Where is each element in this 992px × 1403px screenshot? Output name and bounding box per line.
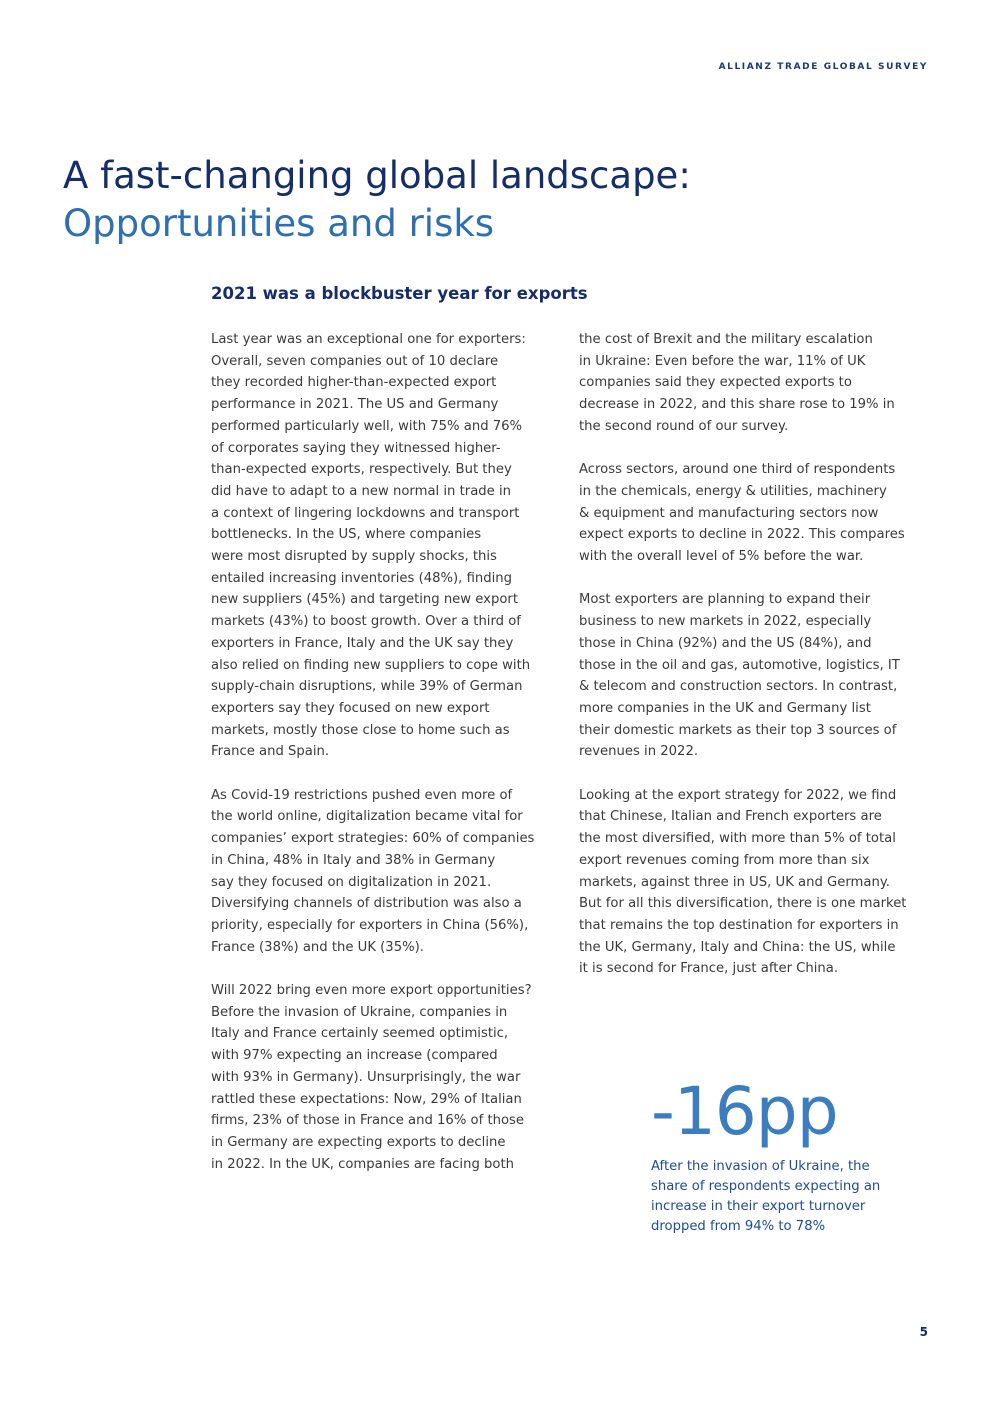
text-line: exporters say they focused on new export — [211, 700, 490, 716]
text-line: markets (43%) to boost growth. Over a third of — [211, 614, 521, 630]
text-line: export revenues coming from more than six — [579, 852, 870, 868]
text-line: markets, mostly those close to home such as — [211, 722, 510, 738]
title-line-primary: A fast-changing global landscape: — [63, 154, 691, 197]
page-title — [63, 152, 923, 248]
text-line: in Ukraine: Even before the war, 11% of UK — [579, 353, 866, 369]
text-line: than-expected exports, respectively. But they — [211, 462, 512, 478]
text-line: Last year was an exceptional one for exporters: — [211, 332, 526, 347]
text-line: exporters in France, Italy and the UK say they — [211, 635, 514, 651]
paragraph — [211, 785, 563, 959]
right-text-column — [579, 329, 935, 980]
text-line: Across sectors, around one third of respondents — [579, 462, 896, 478]
paragraph — [211, 980, 563, 1175]
text-line: decrease in 2022, and this share rose to 19% in — [579, 397, 895, 413]
text-line: in 2022. In the UK, companies are facing both — [211, 1156, 514, 1172]
text-line: performed particularly well, with 75% and 76% — [211, 418, 523, 434]
text-line: it is second for France, just after China. — [579, 961, 839, 977]
text-line: & equipment and manufacturing sectors now — [579, 505, 879, 521]
caption-line: share of respondents expecting an — [651, 1179, 881, 1194]
paragraph — [579, 329, 935, 438]
text-line: expect exports to decline in 2022. This compares — [579, 527, 905, 543]
text-line: also relied on finding new suppliers to cope with — [211, 657, 531, 673]
text-line: those in China (92%) and the US (84%), and — [579, 635, 872, 651]
text-line: companies’ export strategies: 60% of companies — [211, 831, 535, 847]
text-line: As Covid-19 restrictions pushed even more of — [211, 787, 513, 803]
text-line: supply-chain disruptions, while 39% of German — [211, 679, 523, 695]
text-line: the most diversified, with more than 5% of total — [579, 831, 896, 847]
text-line: Overall, seven companies out of 10 declare — [211, 353, 499, 369]
text-line: Italy and France certainly seemed optimistic, — [211, 1026, 509, 1042]
paragraph — [579, 459, 935, 568]
text-line: that Chinese, Italian and French exporters are — [579, 809, 882, 825]
text-line: Will 2022 bring even more export opportunities? — [211, 983, 532, 999]
page-number: 5 — [919, 1325, 928, 1339]
text-line: new suppliers (45%) and targeting new export — [211, 592, 518, 608]
text-line: bottlenecks. In the US, where companies — [211, 527, 482, 543]
text-line: in the chemicals, energy & utilities, machinery — [579, 483, 887, 499]
stat-value: -16pp — [651, 1073, 838, 1150]
header-label: ALLIANZ TRADE GLOBAL SURVEY — [718, 62, 928, 72]
text-line: performance in 2021. The US and Germany — [211, 397, 499, 413]
paragraph — [579, 589, 935, 763]
text-line: of corporates saying they witnessed higher- — [211, 440, 501, 456]
stat-callout — [651, 1072, 931, 1237]
text-line: in China, 48% in Italy and 38% in Germany — [211, 852, 496, 868]
text-line: Before the invasion of Ukraine, companies in — [211, 1004, 508, 1020]
left-text-column — [211, 329, 563, 1175]
text-line: France (38%) and the UK (35%). — [211, 939, 424, 955]
section-heading: 2021 was a blockbuster year for exports — [211, 284, 588, 303]
text-line: the cost of Brexit and the military escalation — [579, 332, 873, 347]
text-line: markets, against three in US, UK and Germany. — [579, 874, 890, 890]
text-line: firms, 23% of those in France and 16% of those — [211, 1113, 525, 1129]
paragraph — [211, 329, 563, 763]
text-line: more companies in the UK and Germany list — [579, 700, 871, 716]
stat-caption — [651, 1157, 931, 1237]
text-line: they recorded higher-than-expected export — [211, 375, 497, 391]
text-line: the UK, Germany, Italy and China: the US, while — [579, 939, 896, 955]
text-line: companies said they expected exports to — [579, 375, 852, 391]
text-line: that remains the top destination for exporters in — [579, 917, 899, 933]
text-line: were most disrupted by supply shocks, this — [211, 549, 497, 565]
caption-line: dropped from 94% to 78% — [651, 1219, 826, 1234]
text-line: But for all this diversification, there is one market — [579, 896, 907, 912]
caption-line: After the invasion of Ukraine, the — [651, 1159, 870, 1174]
text-line: rattled these expectations: Now, 29% of Italian — [211, 1091, 522, 1107]
text-line: business to new markets in 2022, especially — [579, 614, 872, 630]
text-line: their domestic markets as their top 3 sources of — [579, 722, 897, 738]
text-line: Looking at the export strategy for 2022, we find — [579, 787, 897, 803]
text-line: revenues in 2022. — [579, 744, 699, 760]
paragraph — [579, 785, 935, 980]
text-line: a context of lingering lockdowns and transport — [211, 505, 520, 521]
text-line: did have to adapt to a new normal in trade in — [211, 483, 511, 499]
text-line: the world online, digitalization became vital for — [211, 809, 523, 825]
text-line: with 93% in Germany). Unsurprisingly, the war — [211, 1069, 521, 1085]
text-line: priority, especially for exporters in China (56%), — [211, 917, 529, 933]
text-line: Diversifying channels of distribution was also a — [211, 896, 522, 912]
caption-line: increase in their export turnover — [651, 1199, 866, 1214]
text-line: say they focused on digitalization in 2021. — [211, 874, 492, 890]
text-line: with 97% expecting an increase (compared — [211, 1048, 498, 1064]
text-line: with the overall level of 5% before the war. — [579, 549, 864, 565]
text-line: in Germany are expecting exports to decline — [211, 1134, 506, 1150]
text-line: Most exporters are planning to expand their — [579, 592, 871, 608]
text-line: & telecom and construction sectors. In contrast, — [579, 679, 898, 695]
text-line: France and Spain. — [211, 744, 330, 760]
title-line-secondary: Opportunities and risks — [63, 202, 495, 245]
text-line: those in the oil and gas, automotive, logistics, IT — [579, 657, 900, 673]
text-line: entailed increasing inventories (48%), finding — [211, 570, 512, 586]
text-line: the second round of our survey. — [579, 418, 789, 434]
